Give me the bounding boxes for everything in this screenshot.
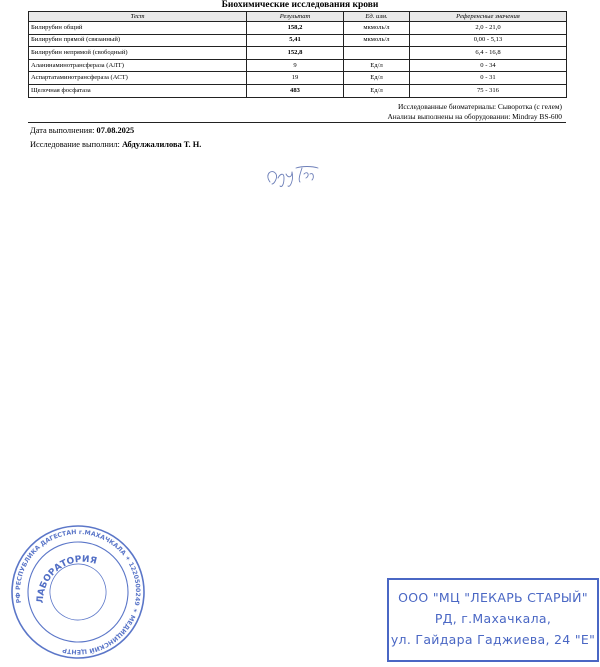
svg-text:РФ РЕСПУБЛИКА ДАГЕСТАН г.МАХАЧ: РФ РЕСПУБЛИКА ДАГЕСТАН г.МАХАЧКАЛА ✶ 1220500249 ✶ МЕДИЦИНСКИЙ ЦЕНТР bbox=[14, 528, 142, 656]
test-reference: 0 - 34 bbox=[410, 59, 567, 72]
execution-date bbox=[30, 126, 134, 136]
test-unit: Ед/л bbox=[344, 59, 410, 72]
test-name: Билирубин непрямой (свободный) bbox=[29, 47, 247, 60]
test-result: 158,2 bbox=[247, 22, 344, 35]
header-result: Результат bbox=[247, 12, 344, 22]
test-name: Билирубин прямой (связанный) bbox=[29, 34, 247, 47]
performer bbox=[30, 140, 201, 150]
performer-name: Абдулжалилова Т. Н. bbox=[121, 140, 202, 149]
performer-label: Исследование выполнил: bbox=[30, 140, 120, 149]
test-name: Аланинаминотрансфераза (АЛТ) bbox=[29, 59, 247, 72]
table-row bbox=[29, 34, 567, 47]
header-test: Тест bbox=[29, 12, 247, 22]
header-reference: Референсные значения bbox=[410, 12, 567, 22]
test-reference: 6,4 - 16,8 bbox=[410, 47, 567, 60]
equipment-note: Анализы выполнены на оборудовании: Mindray BS-600 bbox=[387, 112, 562, 121]
divider bbox=[28, 122, 566, 123]
test-result: 152,8 bbox=[247, 47, 344, 60]
test-reference: 0 - 31 bbox=[410, 72, 567, 85]
svg-text:ЛАБОРАТОРИЯ: ЛАБОРАТОРИЯ bbox=[35, 554, 98, 604]
biomaterials-note: Исследованные биоматериалы: Сыворотка (с гелем) bbox=[397, 102, 562, 111]
table-row bbox=[29, 47, 567, 60]
test-unit: мкмоль/л bbox=[344, 22, 410, 35]
laboratory-seal bbox=[8, 522, 148, 662]
test-result: 483 bbox=[247, 84, 344, 97]
execution-date-value: 07.08.2025 bbox=[96, 126, 135, 135]
stamp-address: ул. Гайдара Гаджиева, 24 "Е" bbox=[390, 632, 596, 647]
test-unit bbox=[344, 47, 410, 60]
test-unit: Ед/л bbox=[344, 72, 410, 85]
test-reference: 0,00 - 5,13 bbox=[410, 34, 567, 47]
test-reference: 75 - 316 bbox=[410, 84, 567, 97]
test-name: Аспартатаминотрансфераза (АСТ) bbox=[29, 72, 247, 85]
test-result: 9 bbox=[247, 59, 344, 72]
test-result: 19 bbox=[247, 72, 344, 85]
execution-date-label: Дата выполнения: bbox=[30, 126, 95, 135]
test-unit: мкмоль/л bbox=[344, 34, 410, 47]
page-title: Биохимические исследования крови bbox=[221, 0, 379, 10]
test-result: 5,41 bbox=[247, 34, 344, 47]
stamp-org-name: ООО "МЦ "ЛЕКАРЬ СТАРЫЙ" bbox=[398, 590, 588, 605]
stamp-city: РД, г.Махачкала, bbox=[434, 611, 552, 626]
clinic-stamp bbox=[387, 578, 599, 662]
signature-image bbox=[262, 160, 326, 192]
table-row bbox=[29, 72, 567, 85]
test-name: Щелочная фосфатаза bbox=[29, 84, 247, 97]
results-table bbox=[28, 11, 567, 98]
test-unit: Ед/л bbox=[344, 84, 410, 97]
table-row bbox=[29, 84, 567, 97]
test-name: Билирубин общий bbox=[29, 22, 247, 35]
header-unit: Ед. изм. bbox=[344, 12, 410, 22]
table-header-row bbox=[29, 12, 567, 22]
table-row bbox=[29, 59, 567, 72]
test-reference: 2,0 - 21,0 bbox=[410, 22, 567, 35]
table-row bbox=[29, 22, 567, 35]
